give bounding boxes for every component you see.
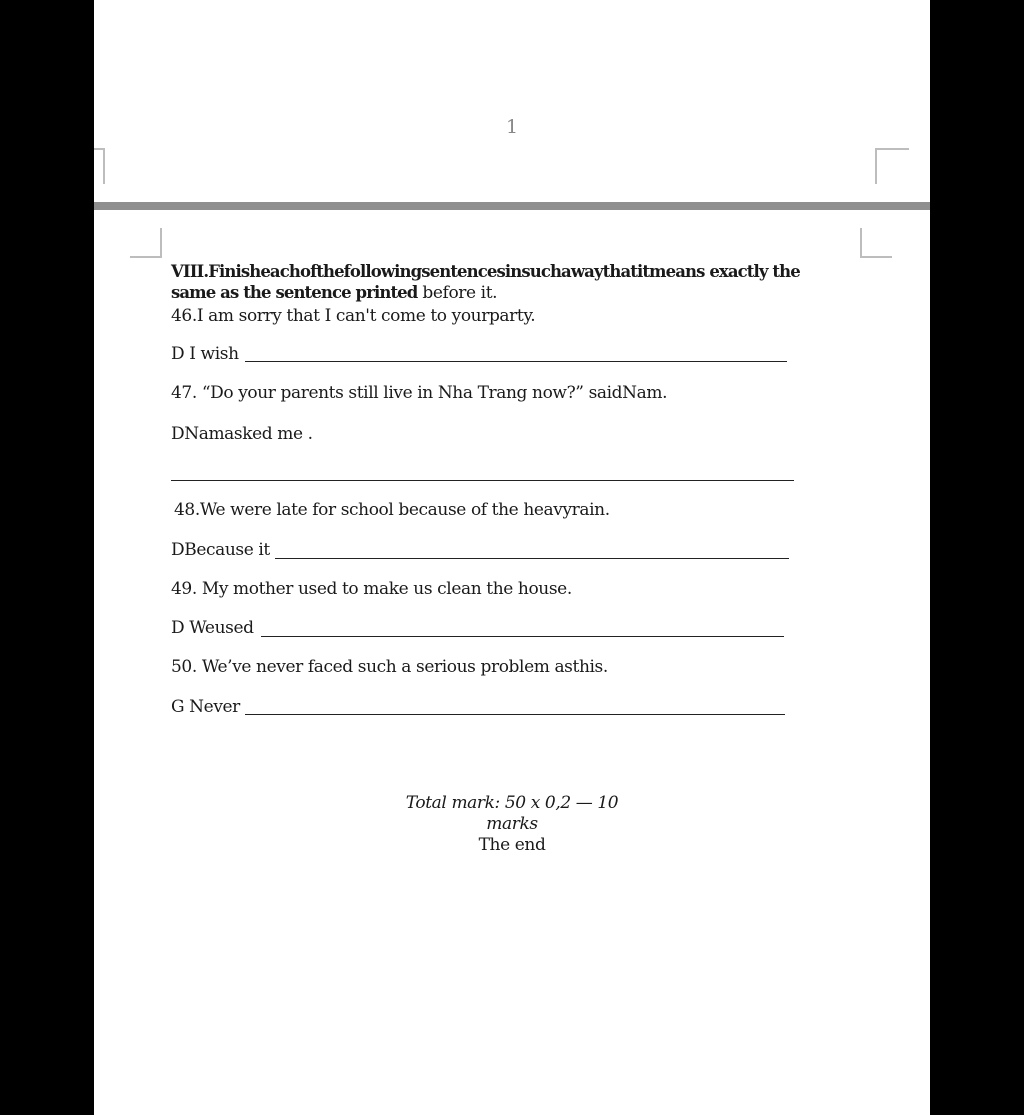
crop-mark-bottom-right xyxy=(860,228,892,258)
question-46-prompt: D I wish xyxy=(171,344,239,364)
question-50-answer-line xyxy=(245,714,785,715)
crop-mark-bottom-left xyxy=(130,228,162,258)
crop-mark-top-right xyxy=(875,148,909,184)
question-50-prompt: G Never xyxy=(171,697,240,717)
page-number: 1 xyxy=(505,116,519,138)
document-page-viewer xyxy=(94,0,930,1115)
question-48-sentence: 48.We were late for school because of the heavyrain. xyxy=(174,500,610,520)
question-48-prompt: DBecause it xyxy=(171,540,270,560)
question-48-answer-line xyxy=(275,558,789,559)
page-separator xyxy=(94,202,930,210)
heading-normal-part: before it. xyxy=(417,283,498,303)
question-47-sentence: 47. “Do your parents still live in Nha Trang now?” saidNam. xyxy=(171,383,668,403)
question-49-prompt: D Weused xyxy=(171,618,254,638)
section-heading: VIII.Finisheachofthefollowingsentencesinsuchawaythatitmeans exactly the xyxy=(171,262,800,281)
total-mark-unit: marks xyxy=(486,814,538,834)
question-50-sentence: 50. We’ve never faced such a serious problem asthis. xyxy=(171,657,608,677)
question-47-prompt: DNamasked me . xyxy=(171,424,313,444)
question-47-answer-line xyxy=(171,480,794,481)
total-mark: Total mark: 50 x 0,2 — 10 xyxy=(405,793,619,813)
question-46-answer-line xyxy=(245,361,787,362)
question-46-sentence: 46.I am sorry that I can't come to yourparty. xyxy=(171,306,536,326)
heading-bold-part: same as the sentence printed xyxy=(171,283,418,302)
section-heading-continued xyxy=(171,283,497,303)
the-end: The end xyxy=(478,835,546,855)
crop-mark-top-left xyxy=(94,148,105,184)
question-49-sentence: 49. My mother used to make us clean the house. xyxy=(171,579,572,599)
question-49-answer-line xyxy=(261,636,784,637)
